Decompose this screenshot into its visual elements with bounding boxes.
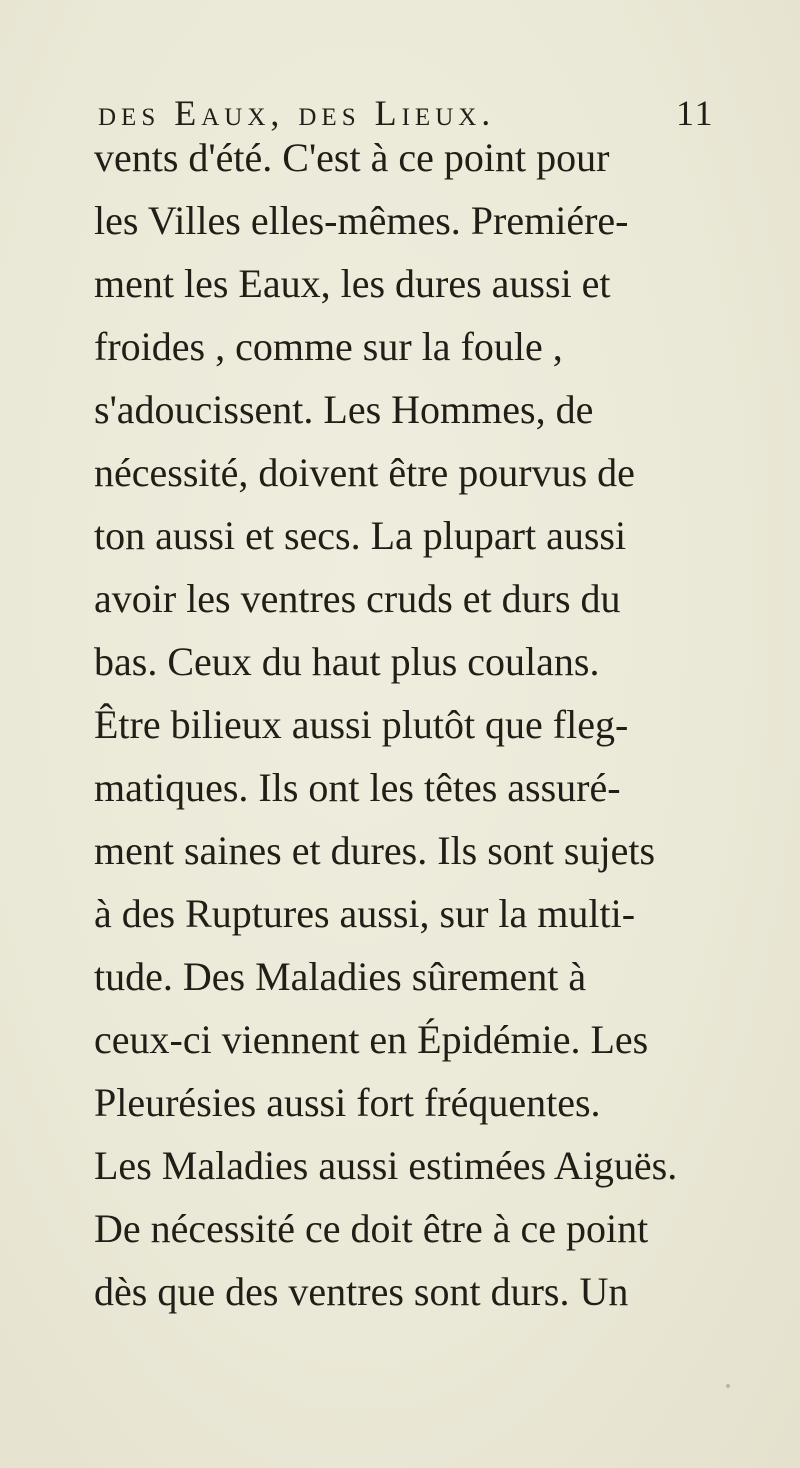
text-line: ment les Eaux, les dures aussi et <box>94 261 611 306</box>
text-line: vents d'été. C'est à ce point pour <box>94 135 610 180</box>
text-line: avoir les ventres cruds et durs du <box>94 576 621 621</box>
text-line: froides , comme sur la foule , <box>94 324 563 369</box>
text-line: les Villes elles-mêmes. Premiére- <box>94 198 629 243</box>
text-line: Les Maladies aussi estimées Aiguës. <box>94 1143 678 1188</box>
text-line: ment saines et dures. Ils sont sujets <box>94 828 656 873</box>
text-line: s'adoucissent. Les Hommes, de <box>94 387 594 432</box>
text-line: ceux-ci viennent en Épidémie. Les <box>94 1017 649 1062</box>
text-line: bas. Ceux du haut plus coulans. <box>94 639 600 684</box>
running-header <box>98 92 738 136</box>
text-line: tude. Des Maladies sûrement à <box>94 954 587 999</box>
text-line: matiques. Ils ont les têtes assuré- <box>94 765 621 810</box>
text-line: Pleurésies aussi fort fréquentes. <box>94 1080 601 1125</box>
paper-speck <box>726 1384 730 1388</box>
text-line: à des Ruptures aussi, sur la multi- <box>94 891 636 936</box>
text-line: Être bilieux aussi plutôt que fleg- <box>94 702 629 747</box>
text-line: ton aussi et secs. La plupart aussi <box>94 513 627 558</box>
text-line: nécessité, doivent être pourvus de <box>94 450 635 495</box>
running-title: des Eaux, des Lieux. <box>98 93 496 133</box>
text-line: De nécessité ce doit être à ce point <box>94 1206 649 1251</box>
page-number: 11 <box>676 93 715 133</box>
text-line: dès que des ventres sont durs. Un <box>94 1269 629 1314</box>
